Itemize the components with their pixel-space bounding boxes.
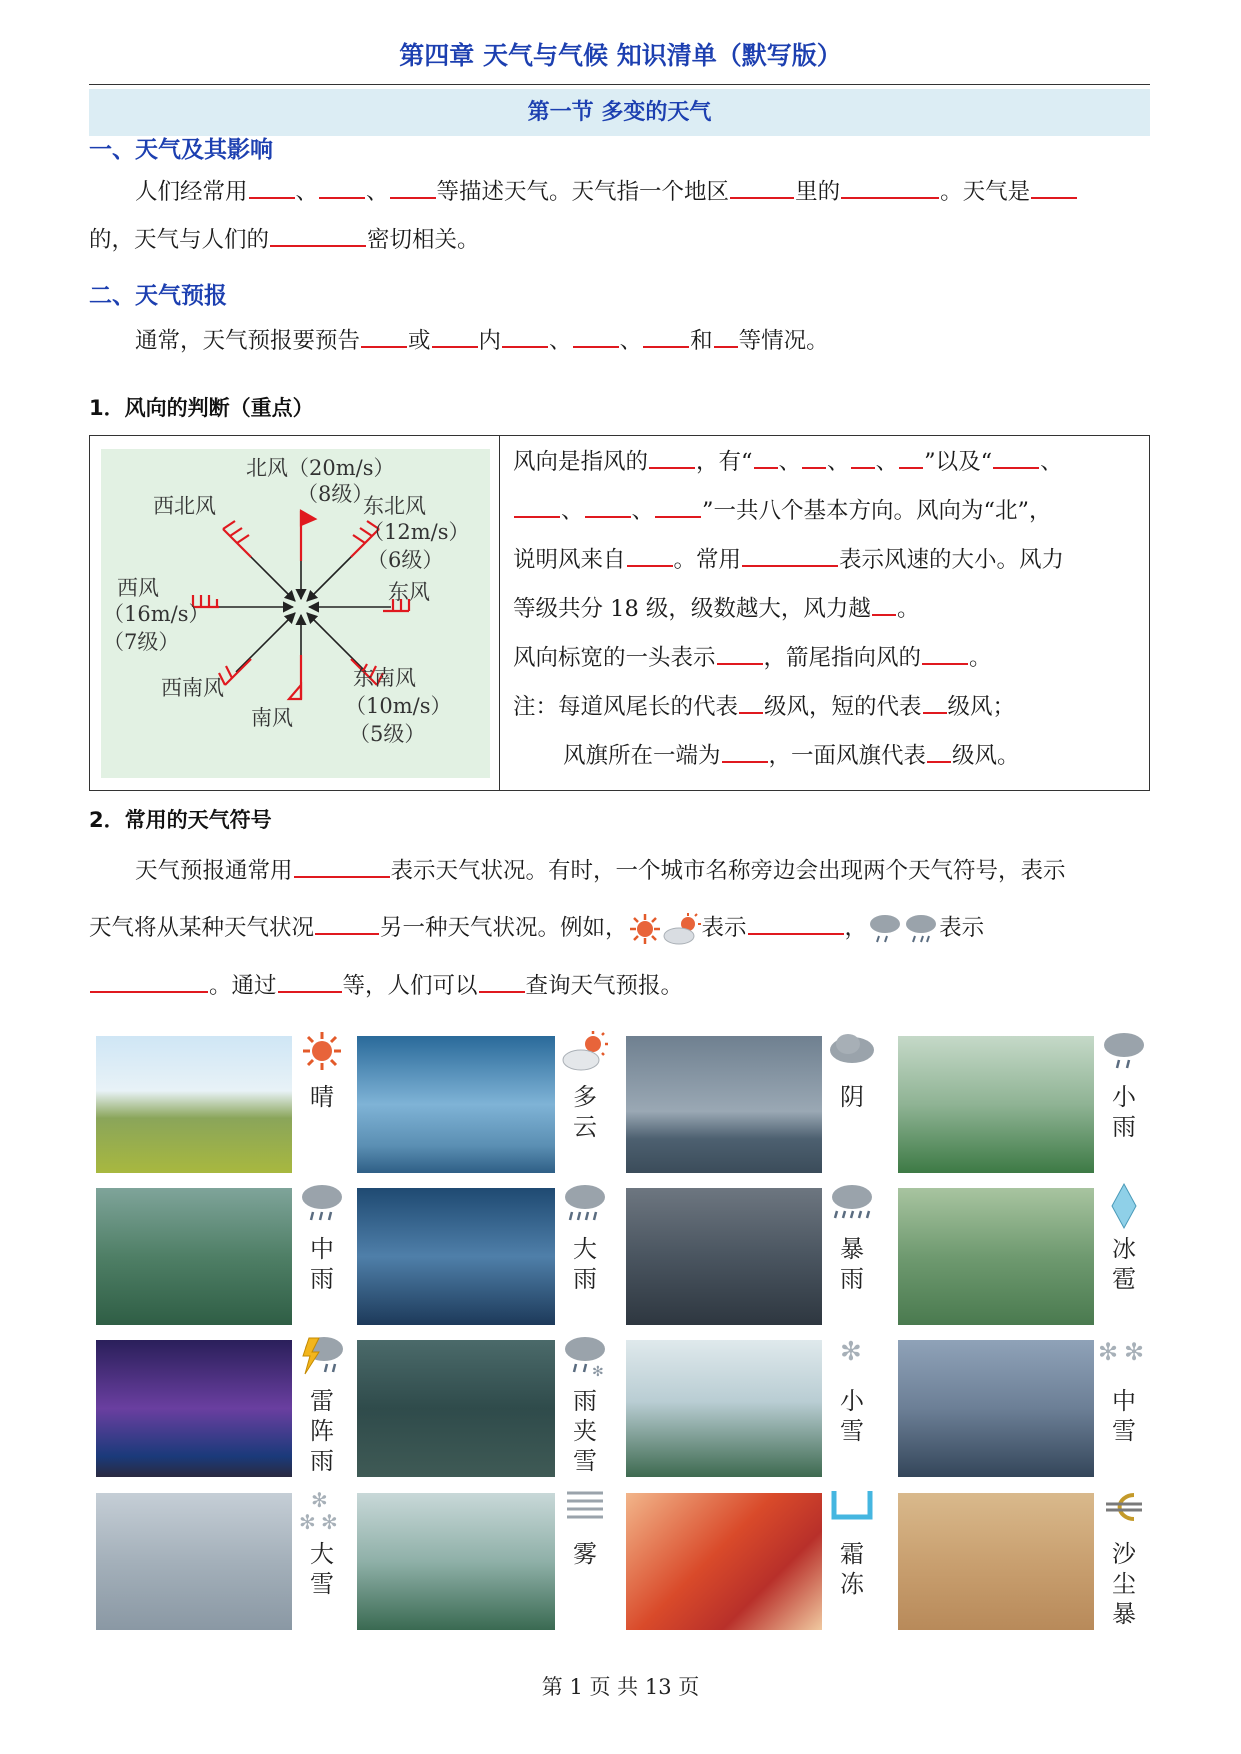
sun-icon <box>628 912 662 946</box>
fill-blank[interactable] <box>722 739 768 763</box>
heavy-rain-icon <box>557 1182 613 1228</box>
wind-text-line2 <box>513 493 1143 525</box>
fill-blank[interactable] <box>390 175 436 199</box>
fill-blank[interactable] <box>627 543 673 567</box>
text: 、 <box>561 498 584 524</box>
svg-text:✻: ✻ <box>311 1488 328 1512</box>
moderate-rain-icon <box>294 1182 350 1228</box>
fill-blank[interactable] <box>479 969 525 993</box>
text: 的，天气与人们的 <box>89 227 270 253</box>
text: 风旗所在一端为 <box>563 743 721 769</box>
weather-photo <box>626 1493 822 1630</box>
weather-label: 大雪 <box>310 1540 334 1598</box>
weather-photo <box>898 1036 1094 1173</box>
text: 。常用 <box>673 547 742 573</box>
text: 、 <box>366 179 389 205</box>
svg-text:✻: ✻ <box>321 1510 338 1533</box>
weather-photo <box>357 1340 555 1477</box>
text: 级风； <box>947 694 1016 720</box>
weather-label: 小雨 <box>1112 1083 1136 1141</box>
text: 通常，天气预报要预告 <box>135 328 361 354</box>
sleet-icon <box>557 1334 613 1384</box>
fill-blank[interactable] <box>315 911 379 935</box>
fill-blank[interactable] <box>872 592 896 616</box>
weather-photo <box>357 1188 555 1325</box>
text: 、 <box>875 449 899 475</box>
fill-blank[interactable] <box>270 223 366 247</box>
fill-blank[interactable] <box>922 641 968 665</box>
part2-line1 <box>135 323 1196 355</box>
text: 和 <box>690 328 713 354</box>
fill-blank[interactable] <box>923 690 947 714</box>
text: 人们经常用 <box>135 179 248 205</box>
weather-photo <box>898 1188 1094 1325</box>
section-title: 第一节 多变的天气 <box>89 89 1150 136</box>
weather-label: 霜冻 <box>840 1540 864 1598</box>
light-snow-icon <box>824 1334 880 1370</box>
weather-label: 阴 <box>840 1083 864 1111</box>
fill-blank[interactable] <box>361 324 407 348</box>
text: ，一面风旗代表 <box>768 743 927 769</box>
fill-blank[interactable] <box>294 854 390 878</box>
wind-direction-diagram <box>101 449 490 778</box>
text: ，箭尾指向风的 <box>763 645 922 671</box>
text: 、 <box>295 179 319 205</box>
fill-blank[interactable] <box>643 324 689 348</box>
weather-photo <box>898 1493 1094 1630</box>
part1-line1 <box>135 174 1196 206</box>
weather-label: 大雨 <box>573 1235 597 1293</box>
label-south: 南风 <box>251 706 293 730</box>
text: 、 <box>1040 449 1063 475</box>
fill-blank[interactable] <box>90 969 208 993</box>
text: 表示风速的大小。风力 <box>839 547 1065 573</box>
wind-text-line5 <box>513 640 1143 672</box>
text: 。 <box>896 596 920 622</box>
text: 天气预报通常用 <box>135 858 293 884</box>
text: 注：每道风尾长的代表 <box>513 694 739 720</box>
symbols-heading: 2．常用的天气符号 <box>89 808 272 832</box>
text: 、 <box>549 328 572 354</box>
symbols-line1 <box>135 853 1196 885</box>
weather-photo <box>626 1036 822 1173</box>
fill-blank[interactable] <box>714 324 738 348</box>
fill-blank[interactable] <box>730 175 794 199</box>
fill-blank[interactable] <box>432 324 478 348</box>
text: 、 <box>827 449 850 475</box>
label-southeast-level: （5级） <box>349 722 426 746</box>
weather-label: 多云 <box>573 1083 597 1141</box>
svg-text:✻: ✻ <box>592 1364 604 1380</box>
label-southwest: 西南风 <box>161 676 224 700</box>
svg-text:✻: ✻ <box>840 1337 862 1366</box>
partly-cloudy-icon <box>557 1030 613 1076</box>
weather-photo <box>357 1493 555 1630</box>
text: 说明风来自 <box>513 547 626 573</box>
fill-blank[interactable] <box>841 175 939 199</box>
weather-label: 暴雨 <box>840 1235 864 1293</box>
fill-blank[interactable] <box>573 324 619 348</box>
wind-table-divider <box>499 435 500 791</box>
text: 等情况。 <box>738 328 829 354</box>
fill-blank[interactable] <box>851 445 875 469</box>
wind-text-line4 <box>513 591 1143 623</box>
text: 。天气是 <box>940 179 1031 205</box>
fill-blank[interactable] <box>754 445 778 469</box>
text: 或 <box>408 328 431 354</box>
partly-cloudy-icon <box>662 912 702 946</box>
fill-blank[interactable] <box>649 445 695 469</box>
fog-icon <box>557 1487 613 1527</box>
weather-label: 沙尘暴 <box>1112 1540 1136 1628</box>
text: 级风。 <box>952 743 1020 769</box>
part1-line2 <box>89 222 1150 254</box>
text: 。通过 <box>209 973 277 999</box>
symbols-line3 <box>89 968 1150 1000</box>
weather-photo <box>898 1340 1094 1477</box>
fill-blank[interactable] <box>739 690 763 714</box>
text: 表示 <box>701 915 747 941</box>
weather-label: 中雨 <box>310 1235 334 1293</box>
fill-blank[interactable] <box>742 543 838 567</box>
label-northeast-level: （6级） <box>367 548 444 572</box>
text: 等，人们可以 <box>342 973 478 999</box>
fill-blank[interactable] <box>514 494 560 518</box>
fill-blank[interactable] <box>278 969 342 993</box>
label-northeast: 东北风 <box>363 494 426 518</box>
weather-photo <box>357 1036 555 1173</box>
weather-photo <box>96 1340 292 1477</box>
text: 里的 <box>795 179 841 205</box>
text: 表示 <box>939 915 985 941</box>
weather-label: 雨夹雪 <box>573 1387 597 1475</box>
text: 另一种天气状况。例如， <box>380 915 628 941</box>
text: ”以及“ <box>924 449 993 475</box>
weather-label: 晴 <box>310 1083 334 1111</box>
weather-photo <box>96 1188 292 1325</box>
wind-text-line7 <box>563 738 1193 770</box>
rainstorm-icon <box>824 1182 880 1228</box>
text: ， <box>844 915 868 941</box>
thunderstorm-icon <box>294 1334 350 1384</box>
fill-blank[interactable] <box>717 641 763 665</box>
fill-blank[interactable] <box>319 175 365 199</box>
fill-blank[interactable] <box>802 445 826 469</box>
text: 查询天气预报。 <box>525 973 684 999</box>
label-east: 东风 <box>388 580 430 604</box>
label-northeast-speed: （12m/s） <box>363 520 470 544</box>
weather-label: 冰雹 <box>1112 1235 1136 1293</box>
fill-blank[interactable] <box>585 494 631 518</box>
text: 内 <box>478 328 502 354</box>
heavy-snow-icon <box>294 1487 350 1537</box>
fill-blank[interactable] <box>927 739 951 763</box>
label-west-level: （7级） <box>103 630 180 654</box>
overcast-icon <box>824 1030 880 1070</box>
svg-text:✻: ✻ <box>1124 1338 1145 1366</box>
fill-blank[interactable] <box>899 445 923 469</box>
text: 天气将从某种天气状况 <box>89 915 315 941</box>
text: 风向是指风的 <box>513 449 649 475</box>
wind-text-line3 <box>513 542 1143 574</box>
label-southeast: 东南风 <box>353 666 416 690</box>
fill-blank[interactable] <box>655 494 701 518</box>
weather-photo <box>96 1036 292 1173</box>
document-title: 第四章 天气与气候 知识清单（默写版） <box>399 41 842 70</box>
svg-text:✻: ✻ <box>1098 1338 1119 1366</box>
text: 表示天气状况。有时，一个城市名称旁边会出现两个天气符号，表示 <box>390 858 1066 884</box>
wind-heading: 1．风向的判断（重点） <box>89 396 314 420</box>
fill-blank[interactable] <box>748 911 844 935</box>
text: 级风，短的代表 <box>764 694 922 720</box>
text: 等描述天气。天气指一个地区 <box>436 179 730 205</box>
rain-to-rain-icon <box>867 912 939 946</box>
text: ”一共八个基本方向。风向为“北”， <box>702 498 1052 524</box>
weather-photo <box>96 1493 292 1630</box>
moderate-snow-icon <box>1096 1334 1152 1370</box>
label-north: 北风（20m/s） <box>246 456 395 480</box>
text: 密切相关。 <box>367 227 480 253</box>
text: 等级共分 18 级，级数越大，风力越 <box>513 596 871 622</box>
sun-icon <box>294 1030 350 1076</box>
text: 、 <box>778 449 802 475</box>
page-footer: 第 1 页 共 13 页 <box>541 1675 700 1699</box>
label-northwest: 西北风 <box>153 494 216 518</box>
weather-label: 中雪 <box>1112 1387 1136 1445</box>
text: 、 <box>631 498 655 524</box>
hail-icon <box>1096 1182 1152 1234</box>
weather-label: 小雪 <box>840 1387 864 1445</box>
label-west: 西风 <box>117 576 159 600</box>
text: 。 <box>969 645 992 671</box>
text: 、 <box>619 328 643 354</box>
fill-blank[interactable] <box>249 175 295 199</box>
wind-text-line1 <box>513 444 1143 476</box>
light-rain-icon <box>1096 1030 1152 1076</box>
svg-text:✻: ✻ <box>299 1510 316 1533</box>
weather-label: 雷阵雨 <box>310 1387 334 1475</box>
part2-heading: 二、天气预报 <box>89 283 227 309</box>
symbols-line2 <box>89 910 1150 946</box>
text: 风向标宽的一头表示 <box>513 645 716 671</box>
header-rule <box>89 84 1150 85</box>
weather-photo <box>626 1188 822 1325</box>
part1-heading: 一、天气及其影响 <box>89 137 273 163</box>
fill-blank[interactable] <box>502 324 548 348</box>
label-southeast-speed: （10m/s） <box>345 694 452 718</box>
weather-label: 雾 <box>573 1540 597 1568</box>
weather-photo <box>626 1340 822 1477</box>
frost-icon <box>824 1487 880 1527</box>
fill-blank[interactable] <box>1031 175 1077 199</box>
fill-blank[interactable] <box>993 445 1039 469</box>
sandstorm-icon <box>1096 1487 1152 1531</box>
label-west-speed: （16m/s） <box>103 602 210 626</box>
text: ，有“ <box>696 449 753 475</box>
label-north-level: （8级） <box>297 482 374 506</box>
wind-text-line6 <box>513 689 1143 721</box>
